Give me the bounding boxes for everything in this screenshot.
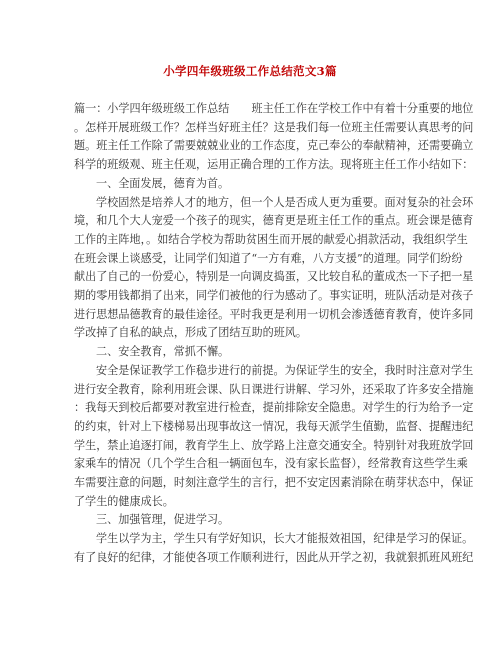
paragraph-first-line: 篇一：小学四年级班级工作总结 班主任工作在学校工作中有着十分重要的地位 [74, 102, 474, 115]
paragraph-last-line: 科学的班级观、班主任观，运用正确合理的工作方法。现将班主任工作小结如下： [74, 158, 474, 172]
paragraph-line: 境，和几个大人宠爱一个孩子的现实，德育更是班主任工作的重点。班会课是德育 [74, 214, 474, 228]
paragraph-line: 在班会课上谈感受，让同学们知道了“一方有难，八方支援”的道理。同学们纷纷 [74, 251, 463, 265]
paragraph-line: 题。班主任工作除了需要兢兢业业的工作态度，克己奉公的奉献精神，还需要确立 [74, 139, 474, 153]
paragraph-line: ：我每天到校后都要对教室进行检查，提前排除安全隐患。对学生的行为给予一定 [74, 401, 474, 415]
paragraph-line: 有了良好的纪律，才能使各项工作顺利进行，因此从开学之初，我就狠抓班风班纪 [74, 550, 474, 564]
section-heading: 三、加强管理，促进学习。 [96, 513, 230, 527]
paragraph-last-line: 学改掉了自私的缺点，形成了团结互助的班风。 [74, 326, 307, 340]
paragraph-line: 进行思想品德教育的最佳途径。平时我更是利用一切机会渗透德育教育，使许多同 [74, 307, 474, 321]
paragraph-line: 进行安全教育，除利用班会课、队日课进行讲解、学习外，还采取了许多安全措施 [74, 382, 474, 396]
paragraph-first-line: 学生以学为主，学生只有学好知识，长大才能报效祖国，纪律是学习的保证。 [96, 532, 474, 546]
paragraph-line: 家乘车的情况（几个学生合租一辆面包车，没有家长监督），经常教育这些学生乘 [74, 457, 468, 471]
paragraph-line: 学生，禁止追逐打闹，教育学生上、放学路上注意交通安全。特别针对我班放学回 [74, 438, 474, 452]
paragraph-line: 车需要注意的问题，时刻注意学生的言行，把不安定因素消除在萌芽状态中，保证 [74, 476, 474, 489]
paragraph-line: 。怎样开展班级工作？怎样当好班主任？这是我们每一位班主任需要认真思考的问 [74, 120, 474, 134]
section-heading: 二、安全教育，常抓不懈。 [96, 345, 230, 359]
paragraph-line: 期的零用钱都捐了出来，同学们被他的行为感动了。事实证明，班队活动是对孩子 [74, 289, 474, 302]
paragraph-first-line: 安全是保证教学工作稳步进行的前提。为保证学生的安全，我时时注意对学生 [96, 363, 474, 377]
paragraph-line: 的约束，针对上下楼梯易出现事故这一情况，我每天派学生值勤，监督、提醒违纪 [74, 419, 474, 433]
document-title: 小学四年级班级工作总结范文3篇 [163, 64, 337, 78]
section-heading: 一、全面发展，德育为首。 [96, 176, 230, 190]
paragraph-line: 工作的主阵地，。如结合学校为帮助贫困生而开展的献爱心捐款活动，我组织学生 [74, 232, 468, 246]
paragraph-line: 献出了自己的一份爱心，特别是一向调皮捣蛋，又比较自私的董成杰一下子把一星 [74, 270, 474, 284]
paragraph-first-line: 学校固然是培养人才的地方，但一个人是否成人更为重要。面对复杂的社会环 [96, 195, 474, 209]
paragraph-last-line: 了学生的健康成长。 [74, 494, 174, 508]
